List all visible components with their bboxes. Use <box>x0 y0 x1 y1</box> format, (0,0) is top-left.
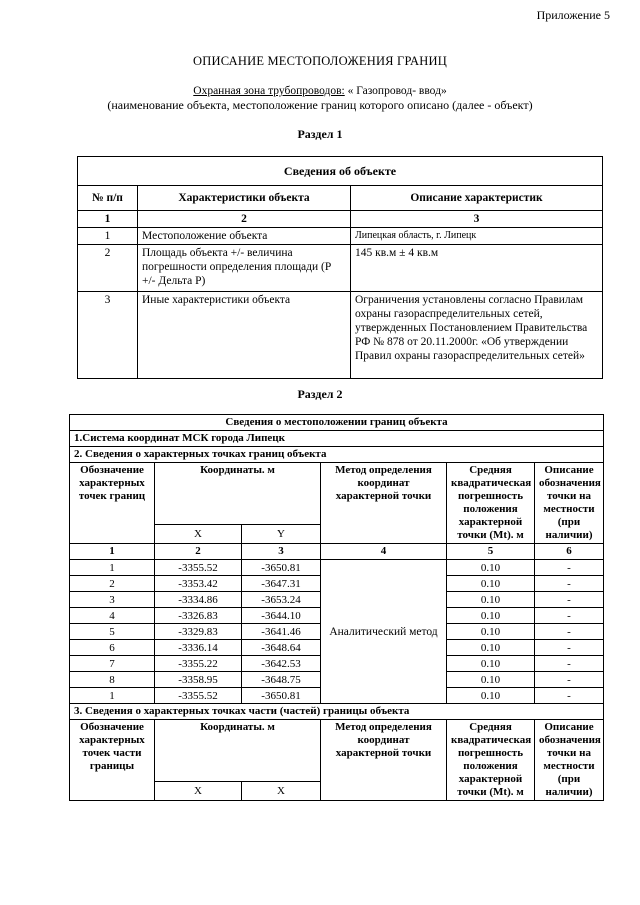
point-y: -3644.10 <box>242 608 321 624</box>
point-x: -3355.52 <box>155 688 242 704</box>
header-coordinates: Координаты. м <box>155 463 321 525</box>
header-coordinates: Координаты. м <box>155 720 321 782</box>
point-y: -3647.31 <box>242 576 321 592</box>
row-number: 1 <box>78 228 138 245</box>
point-number: 7 <box>70 656 155 672</box>
point-y: -3653.24 <box>242 592 321 608</box>
point-y: -3650.81 <box>242 560 321 576</box>
column-number: 6 <box>535 544 604 560</box>
section-1-heading: Раздел 1 <box>297 127 343 141</box>
coordinate-system: 1.Система координат МСК города Липецк <box>70 431 604 447</box>
column-number: 3 <box>351 211 603 228</box>
point-x: -3334.86 <box>155 592 242 608</box>
document-title: ОПИСАНИЕ МЕСТОПОЛОЖЕНИЯ ГРАНИЦ <box>193 54 447 68</box>
point-x: -3329.83 <box>155 624 242 640</box>
header-point-description: Описание обозначения точки на местности (при наличии) <box>535 463 604 544</box>
boundary-points-table <box>69 414 604 801</box>
boundary-table-title: Сведения о местоположении границ объекта <box>70 415 604 431</box>
point-mt: 0.10 <box>447 560 535 576</box>
header-y: Y <box>242 525 321 544</box>
table-row <box>78 292 603 379</box>
point-mt: 0.10 <box>447 656 535 672</box>
header-point-description: Описание обозначения точки на местности (при наличии) <box>535 720 604 801</box>
column-number: 1 <box>78 211 138 228</box>
part-3-title: 3. Сведения о характерных точках части (частей) границы объекта <box>70 704 604 720</box>
column-number: 5 <box>447 544 535 560</box>
column-header-characteristics: Характеристики объекта <box>138 186 351 211</box>
zone-note: (наименование объекта, местоположение границ которого описано (далее - объект) <box>107 98 533 112</box>
header-mean-error: Средняя квадратическая погрешность положения характерной точки (Mt). м <box>447 463 535 544</box>
point-y: -3648.64 <box>242 640 321 656</box>
header-x: X <box>155 782 242 801</box>
header-method: Метод определения координат характерной точки <box>321 720 447 801</box>
column-header-number: № п/п <box>78 186 138 211</box>
column-header-description: Описание характеристик <box>351 186 603 211</box>
point-description: - <box>535 592 604 608</box>
point-number: 6 <box>70 640 155 656</box>
point-description: - <box>535 672 604 688</box>
row-description: Ограничения установлены согласно Правилам охраны газораспределительных сетей, утвержденных Постановлением Правительства РФ № 878 от 20.11.2000г. «Об утверждении Правил охраны газораспределительных сетей» <box>351 292 603 379</box>
column-number: 1 <box>70 544 155 560</box>
header-method: Метод определения координат характерной точки <box>321 463 447 544</box>
row-description: 145 кв.м ± 4 кв.м <box>351 245 603 292</box>
column-number: 3 <box>242 544 321 560</box>
zone-name: « Газопровод- ввод» <box>344 85 447 97</box>
point-description: - <box>535 560 604 576</box>
point-mt: 0.10 <box>447 592 535 608</box>
point-mt: 0.10 <box>447 624 535 640</box>
point-description: - <box>535 608 604 624</box>
column-number: 2 <box>155 544 242 560</box>
point-number: 5 <box>70 624 155 640</box>
point-number: 1 <box>70 688 155 704</box>
row-characteristic: Иные характеристики объекта <box>138 292 351 379</box>
point-description: - <box>535 624 604 640</box>
header-x-second: X <box>242 782 321 801</box>
column-number: 2 <box>138 211 351 228</box>
point-description: - <box>535 576 604 592</box>
point-mt: 0.10 <box>447 688 535 704</box>
point-y: -3642.53 <box>242 656 321 672</box>
object-table-title: Сведения об объекте <box>78 157 603 186</box>
point-mt: 0.10 <box>447 640 535 656</box>
section-2-heading: Раздел 2 <box>297 387 343 401</box>
point-mt: 0.10 <box>447 608 535 624</box>
point-number: 1 <box>70 560 155 576</box>
point-description: - <box>535 640 604 656</box>
header-point-designation: Обозначение характерных точек границ <box>70 463 155 544</box>
point-mt: 0.10 <box>447 672 535 688</box>
header-mean-error: Средняя квадратическая погрешность положения характерной точки (Mt). м <box>447 720 535 801</box>
point-description: - <box>535 656 604 672</box>
point-y: -3650.81 <box>242 688 321 704</box>
header-x: X <box>155 525 242 544</box>
point-number: 8 <box>70 672 155 688</box>
method-value: Аналитический метод <box>321 560 447 704</box>
point-number: 2 <box>70 576 155 592</box>
point-x: -3358.95 <box>155 672 242 688</box>
point-description: - <box>535 688 604 704</box>
part-2-title: 2. Сведения о характерных точках границ объекта <box>70 447 604 463</box>
object-info-table <box>77 156 603 379</box>
row-number: 2 <box>78 245 138 292</box>
table-row <box>70 560 604 576</box>
point-x: -3336.14 <box>155 640 242 656</box>
point-number: 3 <box>70 592 155 608</box>
table-row <box>78 228 603 245</box>
column-number: 4 <box>321 544 447 560</box>
point-x: -3355.52 <box>155 560 242 576</box>
row-characteristic: Местоположение объекта <box>138 228 351 245</box>
point-x: -3353.42 <box>155 576 242 592</box>
point-y: -3648.75 <box>242 672 321 688</box>
zone-label: Охранная зона трубопроводов: <box>193 85 345 97</box>
point-mt: 0.10 <box>447 576 535 592</box>
header-part-point-designation: Обозначение характерных точек части границы <box>70 720 155 801</box>
point-number: 4 <box>70 608 155 624</box>
row-characteristic: Площадь объекта +/- величина погрешности определения площади (Р +/- Дельта Р) <box>138 245 351 292</box>
row-description: Липецкая область, г. Липецк <box>351 228 603 245</box>
point-x: -3355.22 <box>155 656 242 672</box>
zone-line <box>0 85 640 97</box>
appendix-label: Приложение 5 <box>536 8 610 22</box>
point-x: -3326.83 <box>155 608 242 624</box>
point-y: -3641.46 <box>242 624 321 640</box>
table-row <box>78 245 603 292</box>
row-number: 3 <box>78 292 138 379</box>
